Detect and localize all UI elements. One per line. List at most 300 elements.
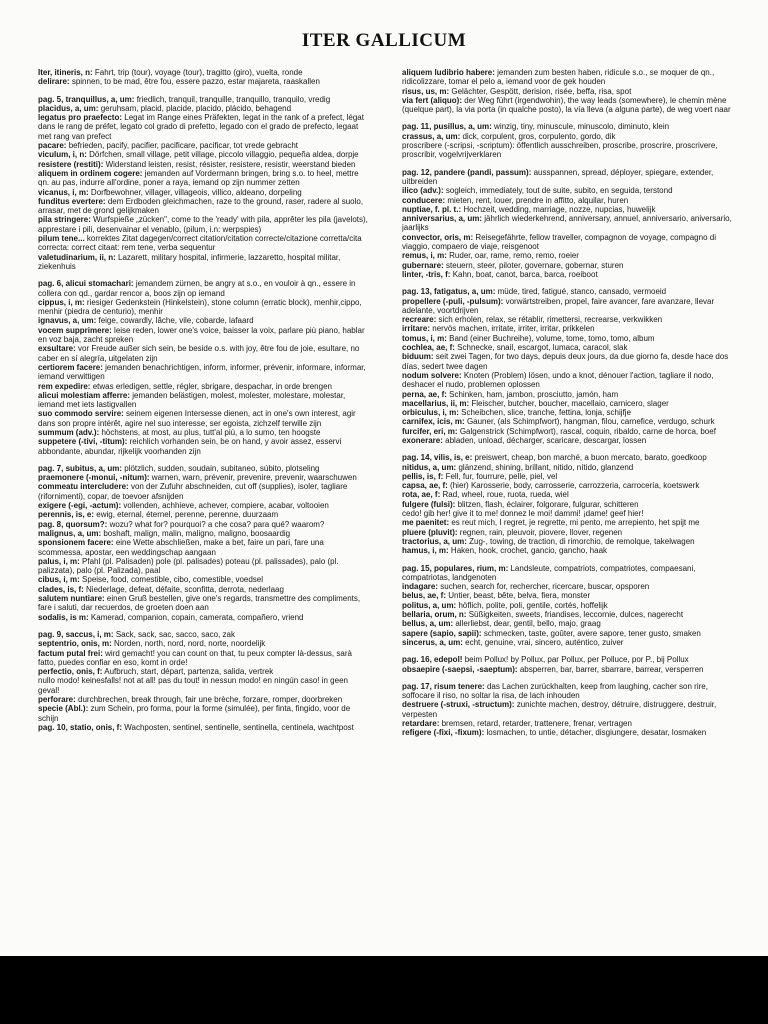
dictionary-entry — [402, 141, 737, 160]
entry-headword: pag. 7, subitus, a, um: — [38, 463, 123, 473]
entry-definition: Lazarett, military hospital, infirmerie, lazzaretto, hospital militar, ziekenhuis — [38, 252, 341, 271]
entry-headword: pag. 9, saccus, i, m: — [38, 629, 114, 639]
entry-headword: pag. 6, alicui stomachari: — [38, 279, 134, 289]
dictionary-entry — [402, 417, 737, 426]
dictionary-entry — [402, 610, 737, 619]
dictionary-entry — [402, 518, 737, 527]
entry-definition: absperren, bar, barrer, sbarrare, barrear, versperren — [519, 664, 704, 674]
entry-headword: sponsionem facere: — [38, 538, 114, 548]
entry-headword: vicanus, i, m: — [38, 187, 89, 197]
entry-headword: factum putal frei: — [38, 648, 103, 658]
entry-definition: jährlich wiederkehrend, anniversary, annuel, anniversario, aniversario, jaarlijks — [402, 214, 732, 233]
entry-definition: jemanden belästigen, molest, molester, molestare, molestar, iemand met iets lastigvallen — [38, 390, 346, 410]
entry-headword: pag. 10, statio, onis, f: — [38, 722, 123, 732]
entry-headword: exsultare: — [38, 344, 76, 354]
entry-headword: belus, ae, f: — [402, 591, 447, 601]
dictionary-entry — [402, 122, 737, 131]
entry-definition: Haken, hook, crochet, gancio, gancho, haak — [450, 546, 608, 556]
entry-headword: clades, is, f: — [38, 584, 84, 594]
entry-headword: salutem nuntiare: — [38, 594, 105, 604]
entry-definition: blitzen, flash, éclairer, folgorare, fulgurar, schitteren — [457, 499, 639, 509]
entry-definition: steuern, steer, piloter, governare, gobernar, sturen — [446, 260, 624, 270]
dictionary-entry — [38, 695, 368, 704]
dictionary-entry — [38, 253, 368, 272]
entry-definition: vor Freude außer sich sein, be beside o.s. with joy, être fou de joie, esultare, no caber en sí alegría, uitgelaten zijn — [38, 344, 360, 363]
dictionary-entry — [38, 234, 368, 253]
entry-headword: cibus, i, m: — [38, 575, 80, 585]
dictionary-entry — [38, 649, 368, 668]
entry-definition: höchstens, at most, au plus, tutt'al più, a lo sumo, ten hoogste — [101, 427, 321, 437]
dictionary-entry — [402, 472, 737, 481]
dictionary-entry — [38, 428, 368, 437]
entry-definition: mieten, rent, louer, prendre in affitto, alquilar, huren — [447, 195, 629, 205]
dictionary-entry — [402, 546, 737, 555]
dictionary-entry — [402, 261, 737, 270]
entry-definition: Fell, fur, fourrure, pelle, piel, vel — [445, 471, 558, 481]
entry-headword: pag. 5, tranquillus, a, um: — [38, 94, 135, 104]
entry-headword: politus, a, um: — [402, 600, 457, 610]
entry-definition: Zug-, towing, de traction, di rimorchio, de remolque, takelwagen — [469, 536, 695, 546]
entry-headword: pluere (pluvit): — [402, 527, 458, 537]
dictionary-entry — [402, 352, 737, 371]
entry-headword: suppetere (-tivi, -titum): — [38, 437, 128, 447]
entry-headword: carnifex, icis, m: — [402, 417, 465, 427]
dictionary-entry — [38, 667, 368, 676]
entry-definition: Reisegefährte, fellow traveller, compagnon de voyage, compagno di viaggio, compaero de viaje, reisgenoot — [402, 232, 716, 252]
scan-bottom-border — [0, 956, 768, 1024]
entry-headword: pag. 14, vilis, is, e: — [402, 453, 473, 463]
entry-definition: Kamerad, companion, copain, camerata, compañero, vriend — [90, 612, 304, 622]
dictionary-entry — [38, 557, 368, 576]
dictionary-entry — [402, 205, 737, 214]
entry-headword: resistere (restiti): — [38, 159, 104, 169]
entry-headword: anniversarius, a, um: — [402, 214, 483, 224]
entry-definition: (hier) Karosserie, body, carrosserie, carrozzeria, carrocería, koetswerk — [450, 481, 700, 491]
entry-definition: preiswert, cheap, bon marché, a buon mercato, barato, goedkoop — [474, 453, 707, 463]
dictionary-entry — [402, 334, 737, 343]
dictionary-entry — [402, 196, 737, 205]
entry-headword: tomus, i, m: — [402, 333, 447, 343]
entry-definition: Legat im Range eines Präfekten, legat in the rank of a prefect, légat dans le rang de préfet, legato col grado di prefetto, legado con el grado de prefecto, legaat met rang van prefect — [38, 113, 364, 141]
dictionary-entry — [402, 582, 737, 591]
entry-definition: beim Pollux! by Pollux, par Pollux, per Polluce, por P., bij Pollux — [464, 655, 689, 665]
dictionary-entry — [38, 464, 368, 473]
entry-definition: Band (einer Buchreihe), volume, tome, tomo, tomo, album — [449, 333, 655, 343]
dictionary-entry — [38, 510, 368, 519]
entry-definition: nervös machen, irritate, irriter, irritar, prikkelen — [432, 324, 595, 334]
entry-definition: winzig, tiny, minuscule, minuscolo, diminuto, klein — [494, 122, 670, 132]
dictionary-entry — [38, 160, 368, 169]
dictionary-entry — [38, 630, 368, 639]
dictionary-entry — [402, 251, 737, 260]
dictionary-entry — [402, 728, 737, 737]
dictionary-entry — [402, 168, 737, 187]
entry-definition: Fleischer, butcher, boucher, macellaio, carnicero, slager — [471, 398, 669, 408]
entry-headword: sincerus, a, um: — [402, 637, 463, 647]
entry-definition: jemanden zum besten haben, ridicule s.o., se moquer de qn., ridicolizzare, tomar el pelo a, iemand voor de gek houden — [402, 68, 715, 87]
dictionary-entry — [402, 629, 737, 638]
entry-definition: warnen, warn, prévenir, prevenire, prevenir, waarschuwen — [151, 473, 357, 483]
entry-headword: me paenitet: — [402, 518, 450, 528]
entry-headword: pilum tene... — [38, 234, 85, 244]
entry-headword: certiorem facere: — [38, 362, 103, 372]
entry-definition: Speise, food, comestible, cibo, comestible, voedsel — [82, 575, 264, 585]
dictionary-entry — [38, 501, 368, 510]
entry-headword: perforare: — [38, 695, 76, 704]
dictionary-entry — [402, 132, 737, 141]
entry-definition: dem Erdboden gleichmachen, raze to the ground, raser, radere al suolo, arrasar, met de grond gelijkmaken — [38, 196, 364, 216]
left-column — [38, 68, 368, 732]
entry-headword: exonerare: — [402, 435, 443, 445]
dictionary-entry — [38, 326, 368, 345]
entry-definition: Landsleute, compatriots, compatriotes, compaesani, compatriotas, landgenoten — [402, 563, 696, 582]
entry-definition: allerliebst, dear, gentil, bello, majo, graag — [455, 619, 601, 629]
entry-headword: nuptiae, f. pl. t.: — [402, 204, 462, 214]
entry-headword: palus, i, m: — [38, 556, 80, 566]
entry-definition: befrieden, pacify, pacifier, pacificare, pacificar, tot vrede gebracht — [68, 141, 299, 151]
entry-headword: nitidus, a, um: — [402, 462, 457, 472]
entry-definition: reichlich vorhanden sein, be on hand, y avoir assez, esservi abbondante, abundar, rijkelijk voorhanden zijn — [38, 437, 342, 456]
entry-headword: conducere: — [402, 195, 446, 205]
entry-headword: cippus, i, m: — [38, 297, 85, 307]
dictionary-entry — [402, 463, 737, 472]
entry-definition: riesiger Gedenkstein (Hinkelstein), stone column (erratic block), menhir,cippo, menhir (piedra de centurio), menhir — [38, 297, 362, 317]
entry-definition: friedlich, tranquil, tranquille, tranquillo, tranquilo, vredig — [136, 94, 331, 104]
dictionary-entry — [402, 371, 737, 390]
dictionary-entry — [38, 613, 368, 622]
dictionary-entry — [402, 453, 737, 462]
dictionary-entry — [402, 537, 737, 546]
dictionary-entry — [38, 95, 368, 104]
entry-headword: exigere (-egi, -actum): — [38, 501, 122, 511]
dictionary-entry — [402, 528, 737, 537]
entry-definition: Dorfbewohner, villager, villageois, villico, aldeano, dorpeling — [90, 187, 302, 197]
entry-definition: ewig, eternal, éternel, perenne, perenne, duurzaam — [96, 510, 279, 520]
entry-definition: jemanden auf Vordermann bringen, bring s.o. to heel, mettre qn. au pas, indurre all'ordine, poner a raya, iemand op zijn nummer zetten — [38, 168, 359, 188]
entry-headword: crassus, a, um: — [402, 131, 461, 141]
entry-definition: der Weg führt (irgendwohin), the way leads (somewhere), le chemin mène (quelque part), la via porta (in qualche posto), la vía lleva (a alguna parte), de weg voert naar — [402, 95, 731, 115]
entry-definition: seinem eigenen Intersesse dienen, act in one's own interest, agir dans son propre intérêt, agire nel suo interesse, ser egoista, zichzelf terwille zijn — [38, 409, 356, 428]
dictionary-entry — [38, 113, 368, 141]
dictionary-entry — [38, 150, 368, 159]
dictionary-entry — [402, 591, 737, 600]
dictionary-entry — [38, 279, 368, 298]
entry-definition: Widerstand leisten, resist, résister, resistere, resistir, weerstand bieden — [105, 159, 356, 169]
entry-definition: Hochzeit, wedding, marriage, nozze, nupcias, huwelijk — [463, 204, 656, 214]
entry-headword: perennis, is, e: — [38, 510, 95, 520]
entry-headword: linter, -tris, f: — [402, 269, 451, 279]
entry-definition: Aufbruch, start, départ, partenza, salida, vertrek — [104, 667, 274, 677]
dictionary-entry — [402, 68, 737, 87]
entry-definition: suchen, search for, rechercher, ricercare, buscar, opsporen — [440, 582, 650, 592]
dictionary-entry — [38, 188, 368, 197]
entry-headword: malignus, a, um: — [38, 528, 102, 538]
entry-headword: pag. 8, quorsum?: — [38, 519, 108, 529]
dictionary-entry — [38, 169, 368, 188]
dictionary-entry — [402, 655, 737, 664]
dictionary-entry — [402, 601, 737, 610]
entry-definition: jemandem zürnen, be angry at s.o., en vouloir à qn., essere in collera con qd., gardar rencor a, boos zijn op iemand — [38, 279, 356, 298]
entry-definition: Pfahl (pl. Palisaden) pole (pl. palisades) poteau (pl. palissades), palo (pl. palizzata), palo (pl. Palizada), paal — [38, 556, 339, 576]
entry-headword: pag. 11, pusillus, a, um: — [402, 122, 492, 132]
dictionary-entry — [402, 682, 737, 701]
dictionary-entry — [402, 665, 737, 674]
entry-headword: pag. 13, fatigatus, a, um: — [402, 287, 496, 297]
dictionary-entry — [402, 490, 737, 499]
entry-headword: irritare: — [402, 324, 431, 334]
entry-headword: perfectio, onis, f: — [38, 667, 103, 677]
entry-headword: cochlea, ae, f: — [402, 343, 455, 353]
dictionary-entry — [38, 482, 368, 501]
dictionary-entry — [402, 315, 737, 324]
entry-definition: geruhsam, placid, placide, placido, plácido, behagend — [100, 103, 292, 113]
entry-definition: zunichte machen, destroy, détruire, distruggere, destruir, verpesten — [402, 700, 717, 719]
entry-definition: leise reden, lower one's voice, baisser la voix, parlare più piano, hablar en voz baja, zacht spreken — [38, 325, 365, 345]
dictionary-entry — [402, 270, 737, 279]
entry-definition: Wachposten, sentinel, sentinelle, sentinella, centinela, wachtpost — [124, 722, 354, 732]
dictionary-entry — [38, 639, 368, 648]
entry-headword: recreare: — [402, 315, 437, 325]
entry-definition: das Lachen zurückhalten, keep from laughing, cacher son rire, soffocare il riso, no soltar la risa, de lach inhouden — [402, 681, 708, 701]
dictionary-entry — [38, 363, 368, 382]
right-column — [402, 68, 737, 738]
dictionary-entry — [402, 408, 737, 417]
entry-definition: Fahrt, trip (tour), voyage (tour), tragitto (giro), vuelta, ronde — [94, 68, 303, 77]
entry-headword: funditus evertere: — [38, 196, 106, 206]
entry-definition: wird gemacht! you can count on that, tu peux compter là-dessus, sarà fatto, puedes confiar en eso, komt in orde! — [38, 648, 352, 667]
dictionary-entry — [38, 68, 368, 77]
entry-definition: echt, genuine, vrai, sincero, auténtico, zuiver — [465, 637, 624, 647]
entry-headword: bellaria, orum, n: — [402, 610, 467, 620]
entry-definition: es reut mich, I regret, je regrette, mi pento, me arrepiento, het spijt me — [451, 518, 700, 528]
dictionary-entry — [38, 723, 368, 732]
dictionary-entry — [402, 214, 737, 233]
entry-headword: Iter, itineris, n: — [38, 68, 93, 77]
dictionary-entry — [402, 343, 737, 352]
entry-definition: cedo! gib her! give it to me! donnez le moi! dammi! ¡dame! geef hier! — [402, 509, 644, 519]
entry-definition: Gauner, (als Schimpfwort), hangman, filou, carnefice, verdugo, schurk — [466, 417, 715, 427]
entry-definition: zum Schein, pro forma, pour la forme (simulée), per finta, fingido, voor de schijn — [38, 704, 351, 723]
entry-definition: etwas erledigen, settle, régler, sbrigare, despachar, in orde brengen — [92, 381, 332, 391]
entry-headword: indagare: — [402, 582, 439, 592]
entry-definition: sich erholen, relax, se rétablir, rimettersi, recrearse, verkwikken — [438, 315, 663, 325]
entry-headword: propellere (-puli, -pulsum): — [402, 296, 504, 306]
entry-headword: ilico (adv.): — [402, 186, 444, 196]
entry-headword: valetudinarium, ii, n: — [38, 252, 116, 262]
entry-definition: Schnecke, snail, escargot, lumaca, caracol, slak — [457, 343, 628, 353]
entry-definition: korrektes Zitat dagegen/correct citation/citation correcte/citazione corretta/cita correcta: correct citaat: rem tene, verba sequentur — [38, 234, 362, 253]
entry-headword: perna, ae, f: — [402, 389, 447, 399]
dictionary-entry — [402, 619, 737, 628]
dictionary-entry — [402, 233, 737, 252]
entry-headword: commeatu intercludere: — [38, 482, 129, 492]
entry-headword: convector, oris, m: — [402, 232, 474, 242]
entry-definition: vollenden, achhieve, achever, compiere, acabar, voltooien — [123, 501, 329, 511]
entry-definition: höflich, polite, poli, gentile, cortés, hoffelijk — [458, 600, 608, 610]
entry-definition: Norden, north, nord, nord, norte, noordelijk — [114, 639, 266, 649]
entry-headword: aliquem ludibrio habere: — [402, 68, 495, 77]
dictionary-entry — [38, 382, 368, 391]
entry-definition: abladen, unload, décharger, scaricare, descargar, lossen — [445, 435, 647, 445]
entry-headword: suo commodo servire: — [38, 409, 124, 419]
entry-definition: Dörfchen, small village, petit village, piccolo villaggio, pequeña aldea, dorpje — [89, 150, 359, 160]
entry-headword: praemonere (-monui, -nitum): — [38, 473, 150, 483]
entry-definition: durchbrechen, break through, fair une brèche, forzare, romper, doorbreken — [78, 695, 343, 704]
entry-headword: bellus, a, um: — [402, 619, 454, 629]
entry-headword: obsaepire (-saepsi, -saeptum): — [402, 664, 518, 674]
dictionary-entry — [402, 186, 737, 195]
entry-headword: sodalis, is m: — [38, 612, 89, 622]
entry-headword: nodum solvere: — [402, 370, 462, 380]
entry-definition: Gelächter, Gespött, derision, risée, beffa, risa, spot — [451, 86, 632, 96]
dictionary-entry — [38, 104, 368, 113]
entry-definition: eine Wette abschließen, make a bet, faire un pari, fare una scommessa, apostar, een weddingschap aangaan — [38, 538, 324, 557]
dictionary-entry — [402, 700, 737, 719]
entry-headword: fulgere (fulsi): — [402, 499, 456, 509]
dictionary-entry — [38, 409, 368, 428]
entry-headword: ignavus, a, um: — [38, 316, 97, 326]
entry-headword: sapere (sapio, sapii): — [402, 628, 482, 638]
dictionary-entry — [402, 638, 737, 647]
entry-definition: proscribere (-scripsi, -scriptum): öffentlich ausschreiben, proscribe, proscrire, proscrivere, proscribir, vogelvrijverklaren — [402, 141, 718, 160]
entry-headword: pacare: — [38, 141, 67, 151]
dictionary-entry — [402, 564, 737, 583]
dictionary-entry — [38, 344, 368, 363]
entry-definition: Sack, sack, sac, sacco, saco, zak — [115, 629, 235, 639]
entry-definition: ausspannen, spread, déployer, spiegare, extender, uitbreiden — [402, 167, 714, 186]
entry-definition: dick, corpulent, gros, corpulento, gordo, dik — [462, 131, 616, 141]
dictionary-entry — [402, 500, 737, 509]
entry-definition: spinnen, to be mad, être fou, essere pazzo, estar majareta, raaskallen — [71, 77, 320, 87]
dictionary-entry — [402, 324, 737, 333]
entry-headword: vocem supprimere: — [38, 325, 112, 335]
entry-definition: sogleich, immediately, tout de suite, subito, en seguida, terstond — [445, 186, 673, 196]
entry-definition: vorwärtstreiben, propel, faire avancer, fare avanzare, llevar adelante, voortdrijven — [402, 296, 715, 315]
entry-definition: jemanden benachrichtigen, inform, informer, prévenir, informare, informar, iemand verwittigen — [38, 362, 366, 382]
entry-headword: pag. 12, pandere (pandi, passum): — [402, 167, 532, 177]
dictionary-entry — [38, 316, 368, 325]
dictionary-entry — [38, 575, 368, 584]
entry-headword: viculum, i, n: — [38, 150, 87, 160]
entry-headword: macellarius, ii, m: — [402, 398, 470, 408]
entry-definition: bremsen, retard, retarder, trattenere, frenar, vertragen — [441, 719, 632, 728]
entry-headword: alicui molestiam afferre: — [38, 390, 131, 400]
entry-definition: Knoten (Problem) lösen, undo a knot, dénouer l'action, tagliare il nodo, deshacer el nudo, problemen oplossen — [402, 370, 714, 390]
entry-headword: rota, ae, f: — [402, 490, 441, 500]
entry-definition: nullo modo! keinesfalls! not at all! pas du tout! in nessun modo! en ningún caso! in geen geval! — [38, 676, 348, 695]
entry-definition: Untier, beast, bête, belva, fiera, monster — [448, 591, 591, 601]
dictionary-entry — [38, 585, 368, 594]
entry-definition: seit zwei Tagen, for two days, depuis deux jours, da due giorno fa, desde hace dos días, sedert twee dagen — [402, 352, 729, 371]
dictionary-entry — [38, 215, 368, 234]
entry-definition: regnen, rain, pleuvoir, piovere, llover, regenen — [459, 527, 623, 537]
entry-headword: pag. 16, edepol! — [402, 655, 463, 665]
dictionary-entry — [38, 141, 368, 150]
entry-definition: losmachen, to untie, détacher, disgiungere, desatar, losmaken — [486, 728, 707, 738]
entry-definition: schmecken, taste, goûter, avere sapore, tener gusto, smaken — [483, 628, 701, 638]
entry-definition: müde, tired, fatigué, stanco, cansado, vermoeid — [497, 287, 667, 297]
dictionary-entry — [38, 704, 368, 723]
entry-definition: glänzend, shining, brillant, nitido, nítido, glanzend — [458, 462, 634, 472]
dictionary-entry — [38, 391, 368, 410]
dictionary-entry — [402, 87, 737, 96]
entry-definition: Schinken, ham, jambon, prosciutto, jamón, ham — [449, 389, 619, 399]
entry-definition: Scheibchen, slice, tranche, fettina, lonja, schijfje — [461, 408, 632, 418]
dictionary-entry — [38, 437, 368, 456]
entry-headword: aliquem in ordinem cogere: — [38, 168, 143, 178]
entry-headword: risus, us, m: — [402, 86, 450, 96]
entry-headword: via fert (aliquo): — [402, 95, 463, 105]
entry-headword: capsa, ae, f: — [402, 481, 448, 491]
dictionary-entry — [402, 481, 737, 490]
entry-definition: von der Zufuhr abschneiden, cut off (supplies), isoler, tagliare (rifornimenti), copar, de toevoer afsnijden — [38, 482, 348, 501]
dictionary-entry — [38, 529, 368, 538]
entry-headword: refigere (-fixi, -fixum): — [402, 728, 485, 738]
dictionary-entry — [38, 538, 368, 557]
entry-definition: Ruder, oar, rame, remo, remo, roeier — [449, 251, 579, 261]
dictionary-entry — [38, 594, 368, 613]
entry-headword: placidus, a, um: — [38, 103, 99, 113]
dictionary-entry — [38, 473, 368, 482]
dictionary-entry — [402, 96, 737, 115]
entry-headword: gubernare: — [402, 260, 444, 270]
entry-definition: boshaft, malign, malin, maligno, maligno, boosaardig — [103, 528, 291, 538]
entry-definition: Kahn, boat, canot, barca, barca, roeiboot — [452, 269, 598, 279]
entry-definition: plötzlich, sudden, soudain, subitaneo, súbito, plotseling — [124, 463, 320, 473]
entry-headword: summum (adv.): — [38, 427, 100, 437]
dictionary-entry — [38, 676, 368, 695]
page-title: ITER GALLICUM — [301, 30, 467, 51]
entry-definition: Niederlage, defeat, défaite, sconfitta, derrota, nederlaag — [86, 584, 284, 594]
dictionary-entry — [402, 287, 737, 296]
dictionary-entry — [402, 427, 737, 436]
entry-definition: einen Gruß bestellen, give one's regards, transmettre des compliments, fare i saluti, dar recuerdos, de groeten doen aan — [38, 594, 361, 613]
dictionary-entry — [402, 399, 737, 408]
dictionary-entry — [38, 520, 368, 529]
entry-headword: pila stringere: — [38, 215, 91, 225]
entry-headword: orbiculus, i, m: — [402, 408, 459, 418]
entry-headword: hamus, i, m: — [402, 546, 449, 556]
entry-headword: legatus pro praefecto: — [38, 113, 123, 123]
dictionary-entry — [38, 298, 368, 317]
entry-headword: septentrio, onis, m: — [38, 639, 112, 649]
dictionary-entry — [402, 390, 737, 399]
entry-headword: delirare: — [38, 77, 70, 87]
entry-headword: pag. 17, risum tenere: — [402, 681, 485, 691]
entry-headword: rem expedire: — [38, 381, 91, 391]
entry-definition: Galgenstrick (Schimpfwort), rascal, coquin, ribaldo, carne de horca, boef — [459, 426, 716, 436]
entry-headword: pellis, is, f: — [402, 471, 444, 481]
entry-definition: Rad, wheel, roue, ruota, rueda, wiel — [442, 490, 569, 500]
entry-headword: tractorius, a, um: — [402, 536, 467, 546]
dictionary-entry — [38, 197, 368, 216]
entry-headword: specie (Abl.): — [38, 704, 89, 714]
entry-headword: biduum: — [402, 352, 434, 362]
entry-headword: retardare: — [402, 719, 440, 728]
entry-definition: Wurfspieße „zücken", come to the 'ready' with pila, apprêter les pila (javelots), apprestare i pili, desenvainar el venablo, (pilum, i.n: werpspies) — [38, 215, 368, 234]
entry-definition: Süßigkeiten, sweets, friandises, leccornie, dulces, nagerecht — [468, 610, 684, 620]
dictionary-entry — [402, 297, 737, 316]
dictionary-entry — [402, 436, 737, 445]
entry-definition: feige, cowardly, lâche, vile, cobarde, lafaard — [98, 316, 254, 326]
entry-definition: wozu? what for? pourquoi? a che cosa? para qué? waarom? — [109, 519, 325, 529]
dictionary-entry — [402, 719, 737, 728]
entry-headword: destruere (-struxi, -structum): — [402, 700, 515, 710]
entry-headword: furcifer, eri, m: — [402, 426, 458, 436]
entry-headword: remus, i, m: — [402, 251, 447, 261]
dictionary-entry — [402, 509, 737, 518]
entry-headword: pag. 15, populares, rium, m: — [402, 563, 509, 573]
